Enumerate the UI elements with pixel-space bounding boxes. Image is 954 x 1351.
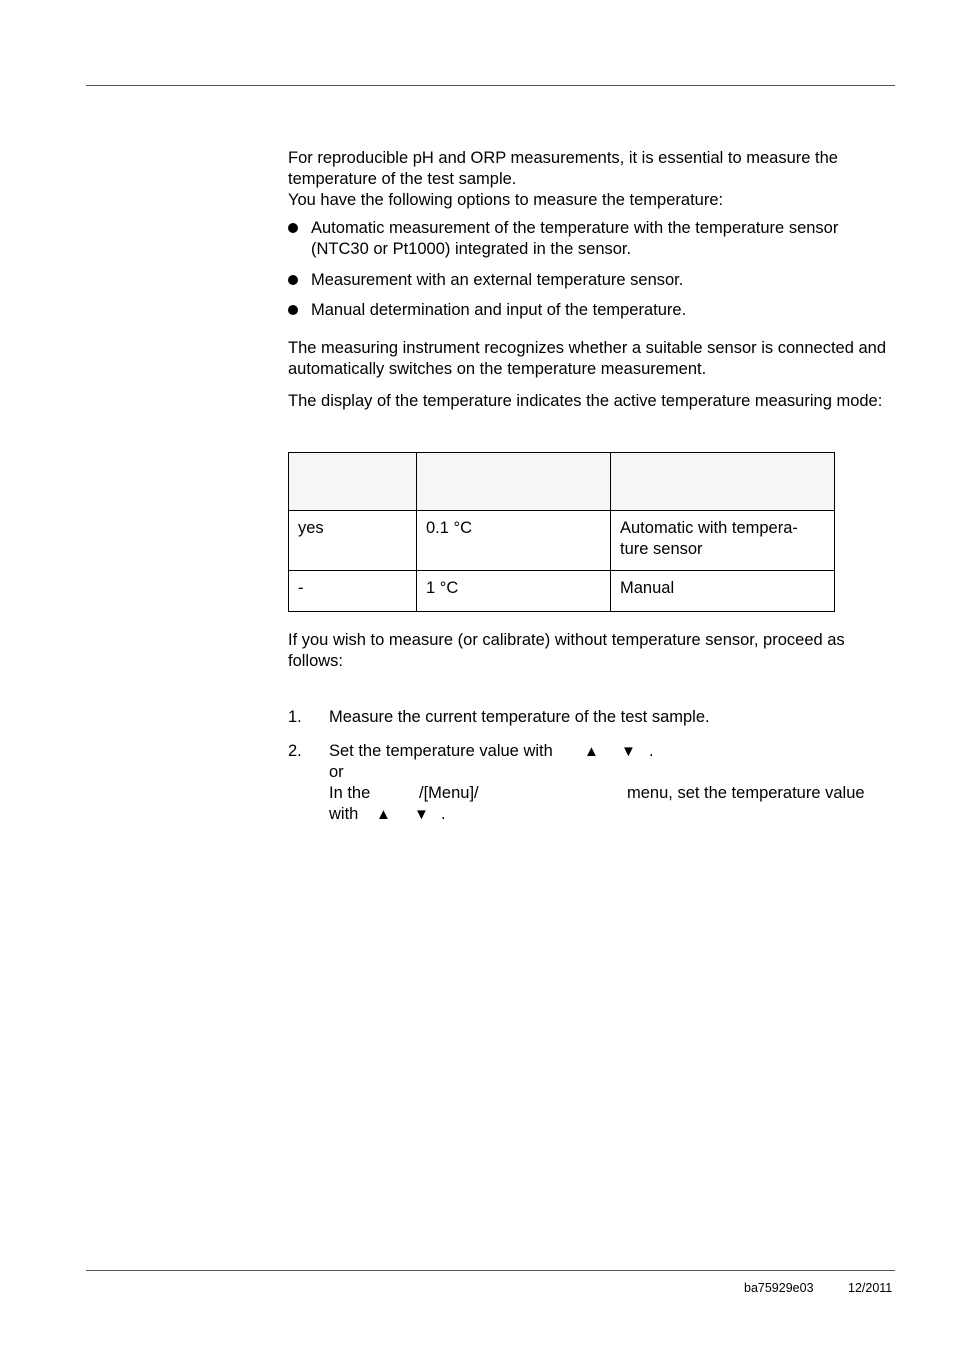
table-row: [289, 511, 835, 571]
step-text: Measure the current temperature of the test sample.: [329, 708, 710, 726]
display-intro-paragraph: The display of the temperature indicates the active temperature measuring mode:: [288, 392, 883, 410]
without-sensor-paragraph: If you wish to measure (or calibrate) without temperature sensor, proceed as follows:: [288, 631, 845, 670]
arrow-up-icon: ▲: [376, 806, 391, 823]
recognition-paragraph: The measuring instrument recognizes whether a suitable sensor is connected and automatically switches on the temperature measurement.: [288, 339, 886, 378]
arrow-up-icon: ▲: [584, 743, 599, 760]
bullet-icon: [288, 275, 298, 285]
step-text: .: [649, 742, 654, 760]
arrow-down-icon: ▼: [414, 806, 429, 823]
step-line: [329, 741, 894, 762]
table-header-row: [289, 453, 835, 511]
table-cell: Manual: [611, 571, 835, 612]
menu-path: /[Menu]/: [419, 784, 479, 802]
bullet-icon: [288, 223, 298, 233]
step-text: or: [329, 763, 344, 781]
header-rule: [86, 85, 895, 86]
table-cell: -: [289, 571, 417, 612]
table-header-cell: [289, 453, 417, 511]
step-number: 2.: [288, 742, 302, 760]
step-number: 1.: [288, 708, 302, 726]
table-header-cell: [611, 453, 835, 511]
document-date: 12/2011: [848, 1281, 893, 1295]
step-text: .: [441, 805, 446, 823]
option-text: Automatic measurement of the temperature with the temperature sensor (NTC30 or Pt1000) integrated in the sensor.: [311, 219, 839, 258]
table-cell: yes: [289, 511, 417, 571]
step-body: [329, 741, 894, 825]
step-line: [329, 804, 894, 825]
step-text: menu, set the temperature value: [627, 784, 865, 802]
step-text: In the: [329, 784, 371, 802]
option-text: Manual determination and input of the temperature.: [311, 301, 687, 319]
document-id: ba75929e03: [744, 1281, 814, 1295]
arrow-down-icon: ▼: [621, 743, 636, 760]
temperature-mode-table: [288, 452, 835, 612]
table-cell: Automatic with tempera-ture sensor: [611, 511, 835, 571]
step-text: Set the temperature value with: [329, 742, 553, 760]
option-text: Measurement with an external temperature sensor.: [311, 271, 684, 289]
intro-paragraph: For reproducible pH and ORP measurements, it is essential to measure the temperature of the test sample.: [288, 149, 838, 188]
options-intro: You have the following options to measure the temperature:: [288, 191, 724, 209]
footer-rule: [86, 1270, 895, 1271]
table-row: [289, 571, 835, 612]
step-text: with: [329, 805, 359, 823]
table-cell: 1 °C: [417, 571, 611, 612]
bullet-icon: [288, 305, 298, 315]
step-line: [329, 762, 894, 783]
table-cell: 0.1 °C: [417, 511, 611, 571]
step-line: [329, 783, 894, 804]
table-header-cell: [417, 453, 611, 511]
